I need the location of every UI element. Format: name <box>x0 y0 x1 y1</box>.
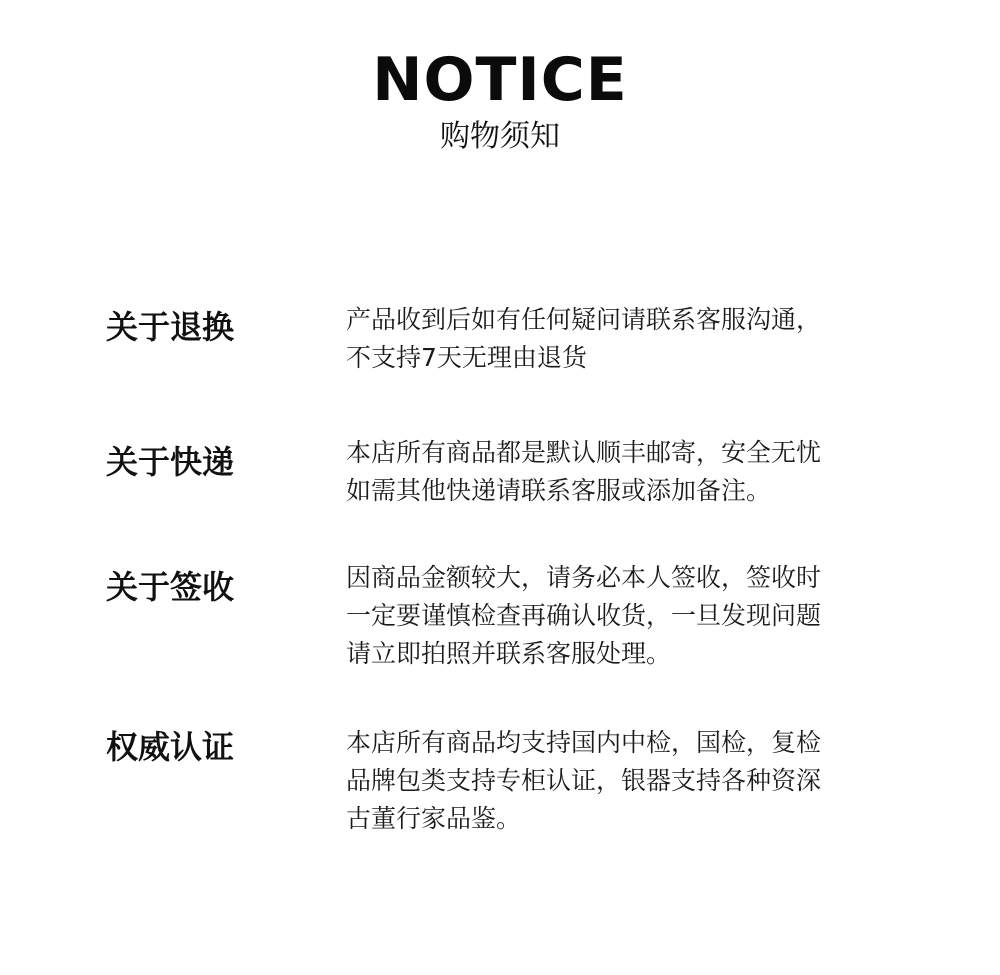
section-line: 古董行家品鉴。 <box>346 804 522 833</box>
section-line: 如需其他快递请联系客服或添加备注。 <box>346 476 772 505</box>
section-line: 品牌包类支持专柜认证，银器支持各种资深 <box>346 766 822 795</box>
section-line: 本店所有商品均支持国内中检，国检，复检 <box>346 728 822 757</box>
section-line: 一定要谨慎检查再确认收货，一旦发现问题 <box>346 601 822 630</box>
notice-title: NOTICE <box>372 45 628 115</box>
section-body-delivery <box>346 434 891 510</box>
section-heading-returns: 关于退换 <box>106 308 235 346</box>
section-heading-signing: 关于签收 <box>106 568 235 606</box>
section-heading-delivery: 关于快递 <box>106 443 235 481</box>
section-line: 不支持7天无理由退货 <box>346 343 587 372</box>
section-body-signing <box>346 559 891 673</box>
section-body-returns <box>346 301 891 377</box>
notice-subtitle: 购物须知 <box>440 119 560 154</box>
section-line: 本店所有商品都是默认顺丰邮寄，安全无忧 <box>346 438 822 467</box>
section-line: 产品收到后如有任何疑问请联系客服沟通， <box>346 305 822 334</box>
section-line: 请立即拍照并联系客服处理。 <box>346 639 672 668</box>
section-line: 因商品金额较大，请务必本人签收，签收时 <box>346 563 822 592</box>
section-heading-certification: 权威认证 <box>106 728 235 766</box>
section-body-certification <box>346 724 891 838</box>
